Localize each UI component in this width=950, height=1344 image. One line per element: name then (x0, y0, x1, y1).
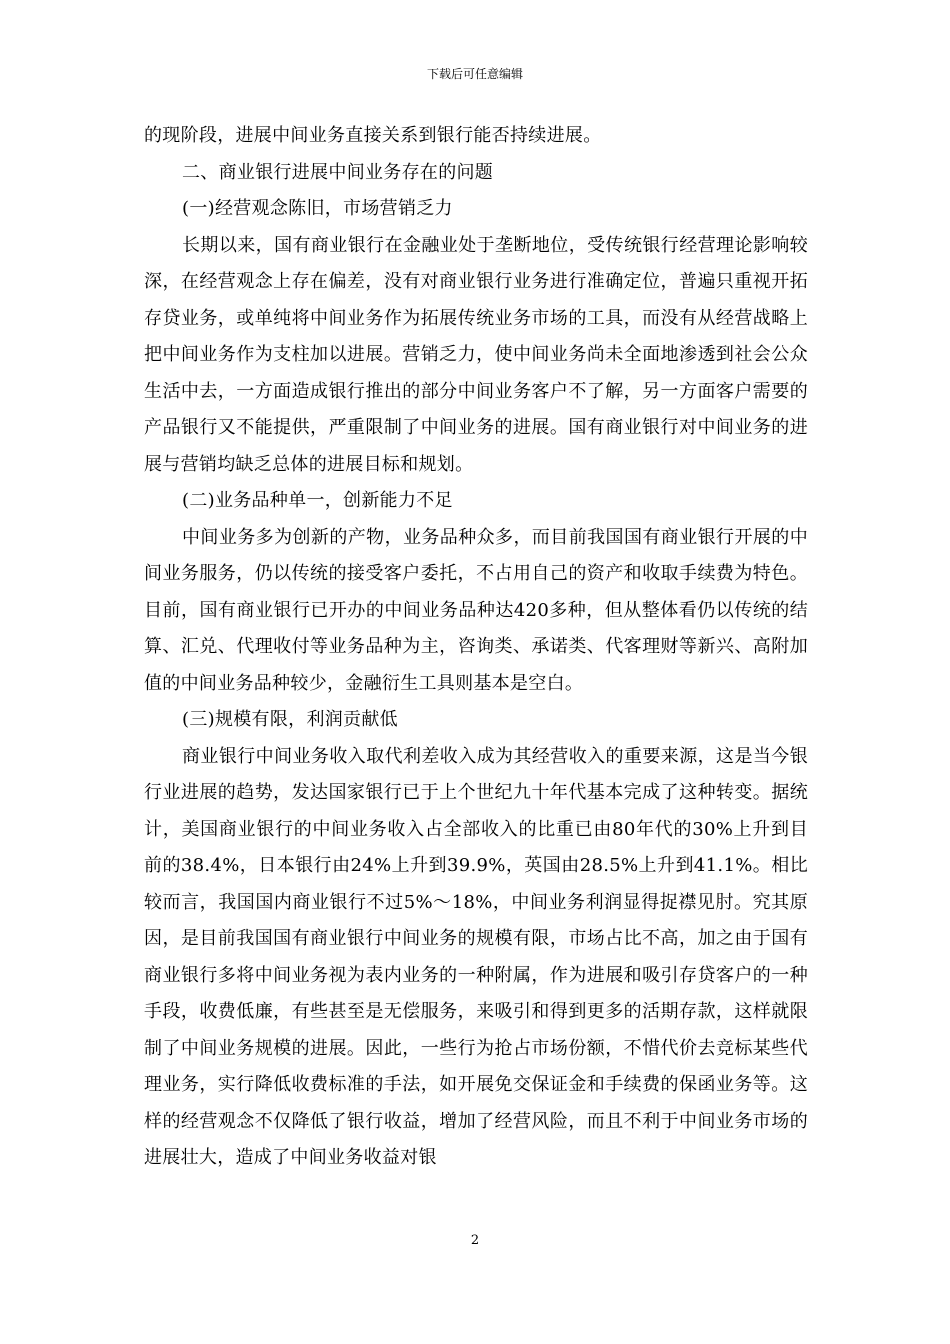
page-header: 下载后可任意编辑 (426, 67, 523, 81)
paragraph-continued: 的现阶段，进展中间业务直接关系到银行能否持续进展。 (144, 125, 602, 146)
section-heading: 二、商业银行进展中间业务存在的问题 (182, 161, 494, 183)
paragraph-3: 商业银行中间业务收入取代利差收入成为其经营收入的重要来源，这是当今银行业进展的趋势，发达国家银行已于上个世纪九十年代基本完成了这种转变。据统计，美国商业银行的中间业务收入占全部收入的比重已由80年代的30%上升到目前的38.4%，日本银行由24%上升到39.9%，英国由28.5%上升到41.1%。相比较而言，我国国内商业银行不过5%～18%，中间业务利润显得捉襟见肘。究其原因，是目前我国国有商业银行中间业务的规模有限，市场占比不高，加之由于国有商业银行多将中间业务视为表内业务的一种附属，作为进展和吸引存贷客户的一种手段，收费低廉，有些甚至是无偿服务，来吸引和得到更多的活期存款，这样就限制了中间业务规模的进展。因此，一些行为抢占市场份额，不惜代价去竞标某些代理业务，实行降低收费标准的手法，如开展免交保证金和手续费的保函业务等。这样的经营观念不仅降低了银行收益，增加了经营风险，而且不利于中间业务市场的进展壮大，造成了中间业务收益对银 (144, 745, 808, 1168)
subsection-heading-3: (三)规模有限，利润贡献低 (182, 709, 398, 730)
paragraph-2: 中间业务多为创新的产物，业务品种众多，而目前我国国有商业银行开展的中间业务服务，仍以传统的接受客户委托，不占用自己的资产和收取手续费为特色。目前，国有商业银行已开办的中间业务品种达420多种，但从整体看仍以传统的结算、汇兑、代理收付等业务品种为主，咨询类、承诺类、代客理财等新兴、高附加值的中间业务品种较少，金融衍生工具则基本是空白。 (144, 526, 808, 694)
paragraph-1: 长期以来，国有商业银行在金融业处于垄断地位，受传统银行经营理论影响较深，在经营观念上存在偏差，没有对商业银行业务进行准确定位，普遍只重视开拓存贷业务，或单纯将中间业务作为拓展传统业务市场的工具，而没有从经营战略上把中间业务作为支柱加以进展。营销乏力，使中间业务尚未全面地渗透到社会公众生活中去，一方面造成银行推出的部分中间业务客户不了解，另一方面客户需要的产品银行又不能提供，严重限制了中间业务的进展。国有商业银行对中间业务的进展与营销均缺乏总体的进展目标和规划。 (144, 234, 808, 475)
page-number: 2 (470, 1233, 480, 1248)
document-body (144, 118, 808, 1177)
subsection-heading-1: (一)经营观念陈旧，市场营销乏力 (182, 198, 453, 219)
subsection-heading-2: (二)业务品种单一，创新能力不足 (182, 490, 453, 511)
